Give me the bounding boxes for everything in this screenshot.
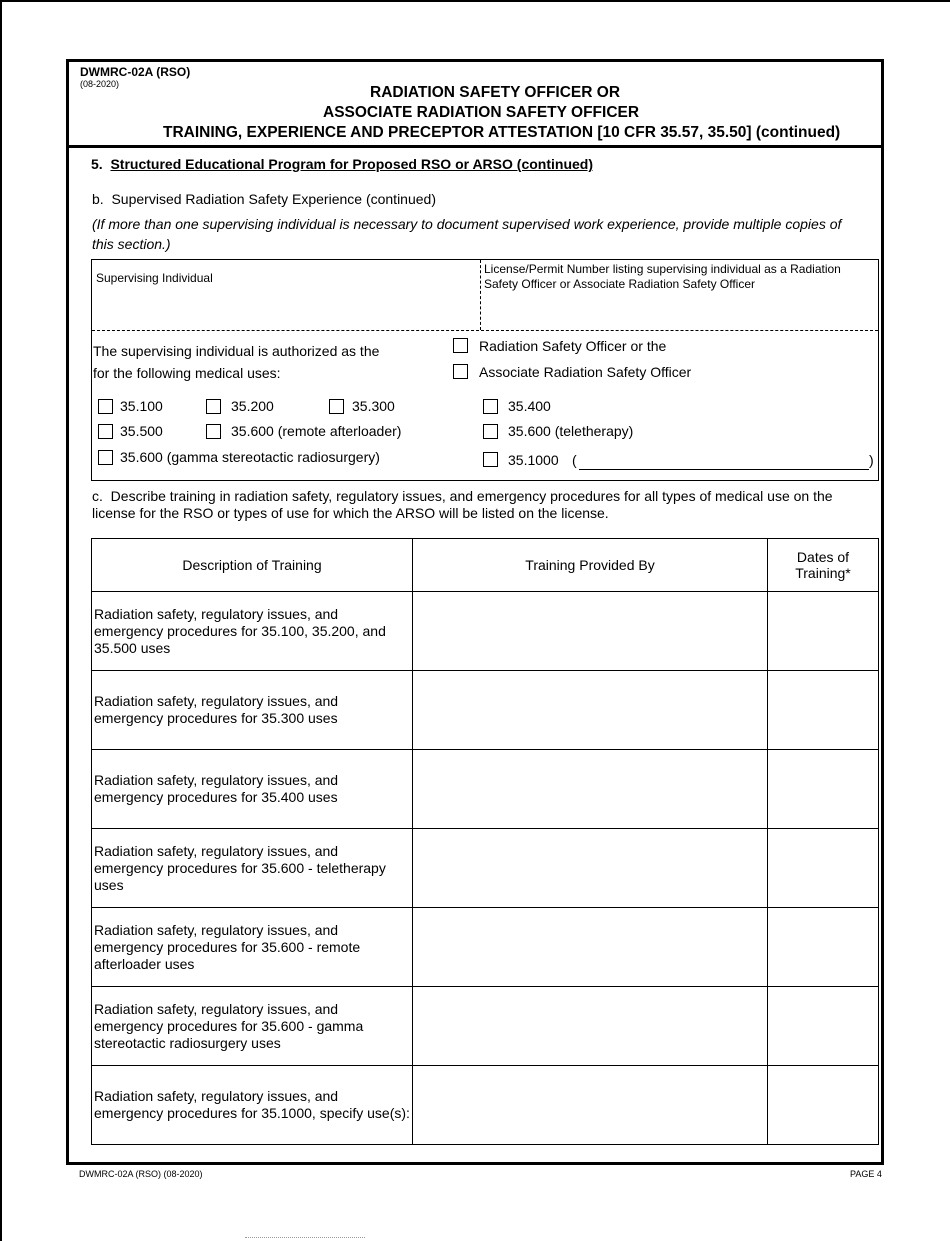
license-number-label: License/Permit Number listing supervising individual as a Radiation Safety Officer or Associate Radiation Safety Officer — [484, 262, 841, 291]
training-provider-cell[interactable] — [413, 1066, 768, 1145]
footer-page-number: PAGE 4 — [850, 1169, 882, 1179]
use-35-500-label: 35.500 — [120, 423, 163, 439]
use-35-100-checkbox[interactable] — [98, 399, 113, 414]
table-row — [92, 908, 879, 987]
use-35-400-label: 35.400 — [508, 398, 551, 414]
use-35-600-tele-checkbox[interactable] — [483, 424, 498, 439]
part-b-note: (If more than one supervising individual is necessary to document supervised work experience, provide multiple copies of this section.) — [92, 216, 842, 252]
section-number: 5. — [91, 156, 103, 172]
table-row — [92, 1066, 879, 1145]
table-header-row — [92, 539, 879, 592]
training-description: Radiation safety, regulatory issues, and emergency procedures for 35.600 - remote afterloader uses — [92, 908, 413, 987]
scan-artifact-line — [245, 1237, 365, 1238]
use-35-500-checkbox[interactable] — [98, 424, 113, 439]
training-dates-cell[interactable] — [768, 829, 879, 908]
supervisor-divider-horizontal — [92, 330, 878, 331]
use-35-1000-paren-open: ( — [572, 452, 577, 468]
training-provider-cell[interactable] — [413, 987, 768, 1066]
use-35-600-gamma-checkbox[interactable] — [98, 450, 113, 465]
supervisor-divider-vertical — [480, 260, 481, 330]
use-35-100-label: 35.100 — [120, 398, 163, 414]
form-id: DWMRC-02A (RSO) — [80, 65, 191, 79]
training-description: Radiation safety, regulatory issues, and emergency procedures for 35.300 uses — [92, 671, 413, 750]
training-table — [91, 538, 879, 1145]
training-dates-cell[interactable] — [768, 750, 879, 829]
training-provider-cell[interactable] — [413, 750, 768, 829]
footer-form-id: DWMRC-02A (RSO) (08-2020) — [79, 1169, 203, 1179]
part-c-description: Describe training in radiation safety, regulatory issues, and emergency procedures for all types of medical use on the license for the RSO or types of use for which the ARSO will be listed on the license. — [92, 488, 833, 521]
authorized-text-2: for the following medical uses: — [93, 365, 281, 381]
title-line-2: ASSOCIATE RADIATION SAFETY OFFICER — [323, 104, 640, 121]
part-b-title: Supervised Radiation Safety Experience (continued) — [111, 191, 436, 207]
col-header-provider: Training Provided By — [413, 539, 768, 592]
training-provider-cell[interactable] — [413, 908, 768, 987]
table-row — [92, 829, 879, 908]
supervising-individual-label: Supervising Individual — [96, 271, 213, 285]
use-35-300-checkbox[interactable] — [329, 399, 344, 414]
header-divider — [66, 145, 884, 148]
training-description: Radiation safety, regulatory issues, and emergency procedures for 35.1000, specify use(s): — [92, 1066, 413, 1145]
training-description: Radiation safety, regulatory issues, and emergency procedures for 35.400 uses — [92, 750, 413, 829]
page-top-border — [0, 0, 950, 2]
authorized-text-1: The supervising individual is authorized as the — [93, 343, 380, 359]
table-row — [92, 987, 879, 1066]
training-dates-cell[interactable] — [768, 1066, 879, 1145]
rso-label: Radiation Safety Officer or the — [479, 338, 667, 354]
training-description: Radiation safety, regulatory issues, and emergency procedures for 35.600 - teletherapy uses — [92, 829, 413, 908]
use-35-300-label: 35.300 — [352, 398, 395, 414]
part-c-text — [92, 488, 852, 522]
training-provider-cell[interactable] — [413, 829, 768, 908]
use-35-400-checkbox[interactable] — [483, 399, 498, 414]
use-35-1000-checkbox[interactable] — [483, 452, 498, 467]
table-row — [92, 671, 879, 750]
use-35-600-remote-checkbox[interactable] — [206, 424, 221, 439]
use-35-1000-specify-field[interactable] — [579, 469, 869, 470]
table-row — [92, 592, 879, 671]
section-5-heading — [91, 156, 593, 172]
use-35-200-checkbox[interactable] — [206, 399, 221, 414]
rso-checkbox[interactable] — [453, 338, 468, 353]
training-provider-cell[interactable] — [413, 671, 768, 750]
training-dates-cell[interactable] — [768, 908, 879, 987]
arso-checkbox[interactable] — [453, 364, 468, 379]
training-dates-cell[interactable] — [768, 987, 879, 1066]
use-35-600-gamma-label: 35.600 (gamma stereotactic radiosurgery) — [120, 449, 380, 465]
col-header-dates: Dates of Training* — [768, 539, 879, 592]
use-35-1000-paren-close: ) — [869, 452, 874, 468]
section-title: Structured Educational Program for Proposed RSO or ARSO (continued) — [110, 156, 593, 172]
form-revision: (08-2020) — [80, 79, 120, 89]
training-description: Radiation safety, regulatory issues, and emergency procedures for 35.600 - gamma stereotactic radiosurgery uses — [92, 987, 413, 1066]
col-header-description: Description of Training — [92, 539, 413, 592]
training-dates-cell[interactable] — [768, 592, 879, 671]
arso-label: Associate Radiation Safety Officer — [479, 364, 692, 380]
use-35-200-label: 35.200 — [231, 398, 274, 414]
use-35-600-remote-label: 35.600 (remote afterloader) — [231, 423, 402, 439]
training-dates-cell[interactable] — [768, 671, 879, 750]
training-provider-cell[interactable] — [413, 592, 768, 671]
table-row — [92, 750, 879, 829]
part-b-heading — [92, 191, 436, 207]
use-35-600-tele-label: 35.600 (teletherapy) — [508, 423, 634, 439]
title-line-3: TRAINING, EXPERIENCE AND PRECEPTOR ATTESTATION [10 CFR 35.57, 35.50] (continued) — [163, 124, 841, 141]
use-35-1000-label: 35.1000 — [508, 452, 559, 468]
part-b-label: b. — [92, 191, 104, 207]
title-line-1: RADIATION SAFETY OFFICER OR — [370, 84, 621, 101]
part-c-label: c. — [92, 488, 103, 504]
training-description: Radiation safety, regulatory issues, and emergency procedures for 35.100, 35.200, and 35.500 uses — [92, 592, 413, 671]
page-left-border — [0, 0, 2, 1241]
